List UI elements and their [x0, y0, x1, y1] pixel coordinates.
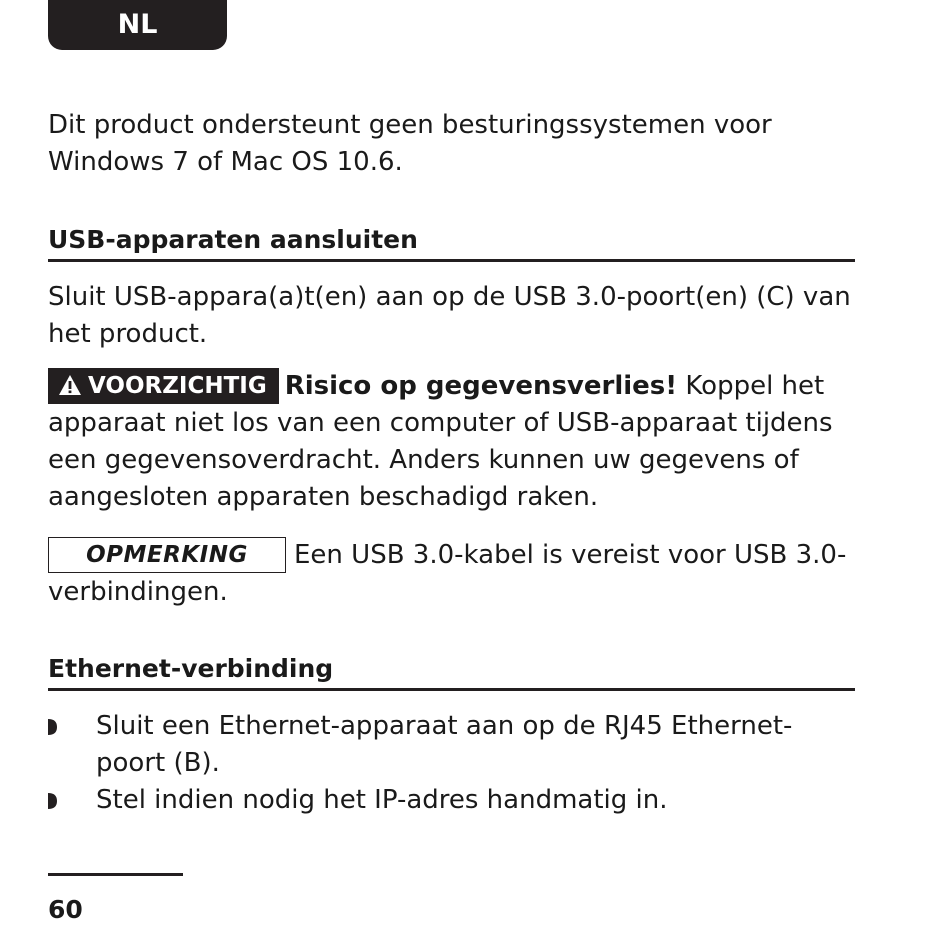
list-item-text: Stel indien nodig het IP-adres handmatig in. — [96, 785, 668, 815]
note-badge: OPMERKING — [48, 537, 286, 573]
caution-title: Risico op gegevensverlies! — [284, 371, 678, 401]
note-text: Een USB 3.0-kabel is vereist voor USB 3.0-verbindingen. — [48, 540, 847, 607]
note-block — [48, 537, 858, 611]
section-heading-ethernet: Ethernet-verbinding — [48, 652, 855, 691]
page-number: 60 — [48, 895, 83, 924]
bullet-icon — [48, 719, 57, 735]
list-item-text: Sluit een Ethernet-apparaat aan op de RJ45 Ethernet-poort (B). — [96, 711, 793, 778]
usb-instructions: Sluit USB-appara(a)t(en) aan op de USB 3.0-poort(en) (C) van het product. — [48, 282, 851, 349]
intro-paragraph: Dit product ondersteunt geen besturingssystemen voor Windows 7 of Mac OS 10.6. — [48, 110, 772, 177]
caution-text: Koppel het apparaat niet los van een computer of USB-apparaat tijdens een gegevensoverdracht. Anders kunnen uw gegevens of aangesloten apparaten beschadigd raken. — [48, 371, 833, 512]
caution-badge — [48, 368, 279, 404]
bullet-icon — [48, 793, 57, 809]
warning-triangle-icon — [58, 374, 82, 396]
list-item — [48, 708, 858, 782]
section-heading-usb: USB-apparaten aansluiten — [48, 223, 855, 262]
footer-divider — [48, 873, 183, 876]
caution-label: VOORZICHTIG — [88, 373, 267, 399]
list-item — [48, 782, 858, 819]
ethernet-steps-list — [48, 708, 858, 819]
language-tab: NL — [48, 0, 227, 50]
caution-block — [48, 368, 858, 516]
